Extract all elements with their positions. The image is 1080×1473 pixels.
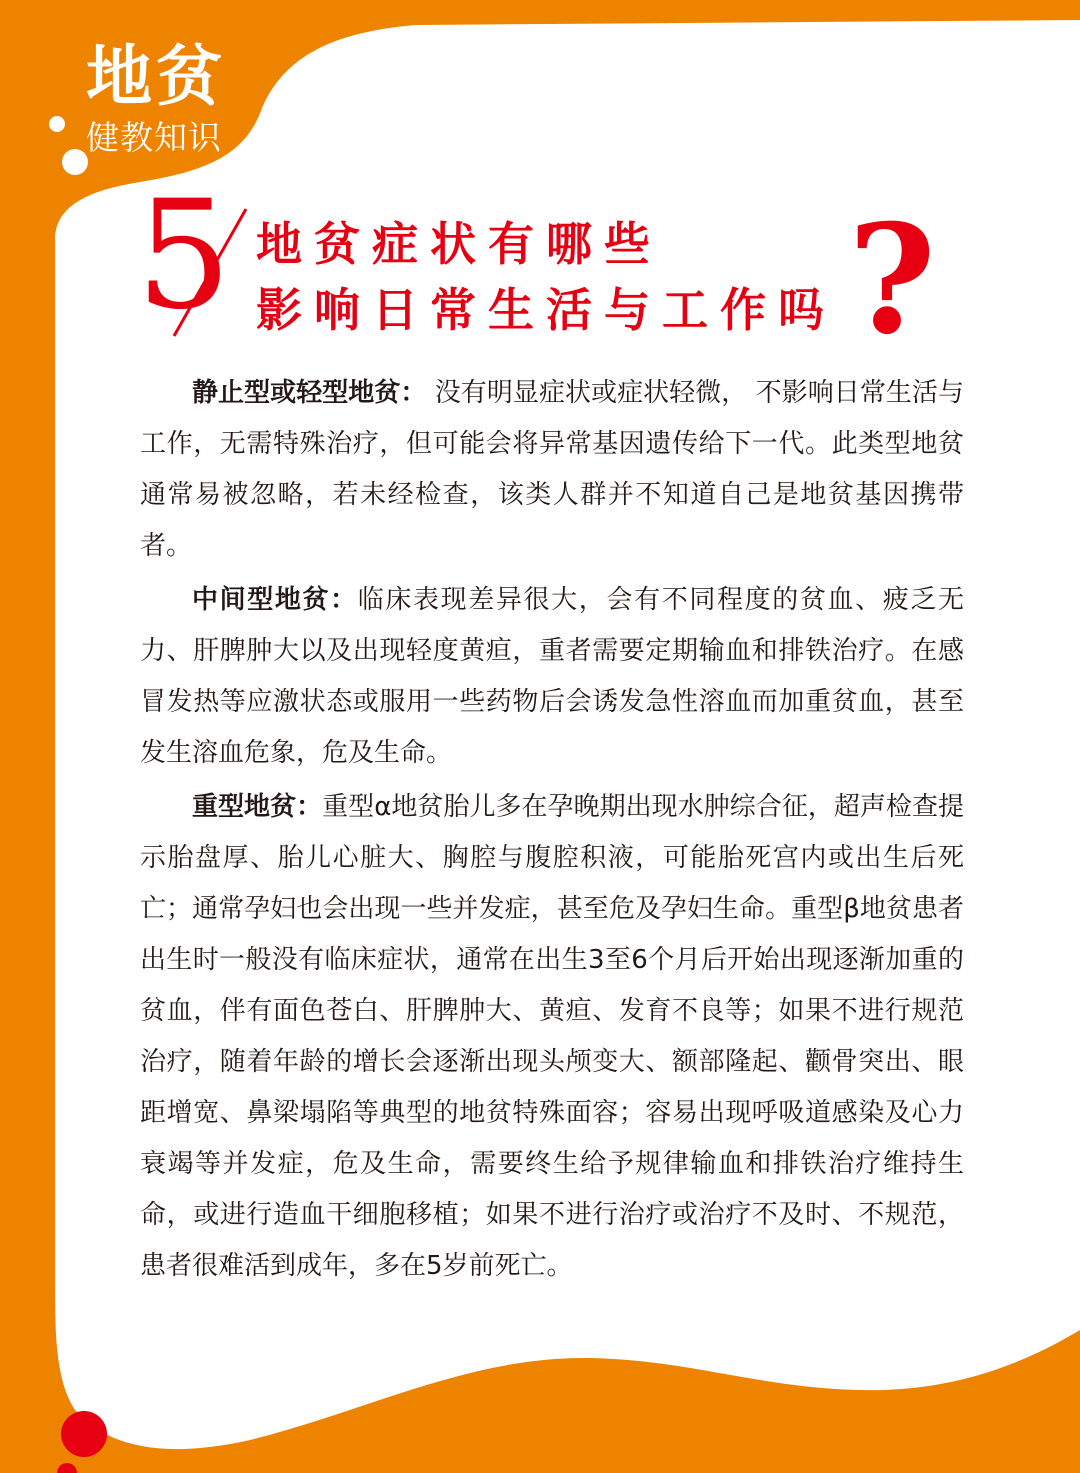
brand-subtitle: 健教知识 (86, 118, 222, 157)
white-dot-small (49, 116, 65, 132)
brand-title: 地贫 (86, 38, 226, 115)
paragraph-silent-minor-type (140, 368, 964, 572)
term-major-type: 重型地贫： (192, 792, 323, 822)
section-title-line-1: 地贫症状有哪些 (256, 217, 662, 271)
paragraph-major-type (140, 782, 964, 1292)
paragraph-text: 没有明显症状或症状轻微， 不影响日常生活与工作，无需特殊治疗，但可能会将异常基因遗传给下一代。此类型地贫通常易被忽略，若未经检查，该类人群并不知道自己是地贫基因携带者。 (140, 378, 964, 561)
body-text (140, 368, 964, 1295)
paragraph-intermediate-type (140, 575, 964, 779)
term-silent-minor-type: 静止型或轻型地贫： (192, 378, 427, 408)
section-number: 5 (136, 169, 232, 343)
white-dot-large (62, 149, 88, 175)
title-slash-icon (170, 205, 250, 340)
red-dot-large (61, 1411, 107, 1457)
paragraph-text: 临床表现差异很大，会有不同程度的贫血、疲乏无力、肝脾肿大以及出现轻度黄疸，重者需要定期输血和排铁治疗。在感冒发热等应激状态或服用一些药物后会诱发急性溶血而加重贫血，甚至发生溶血危象，危及生命。 (140, 585, 964, 768)
paragraph-text: 重型α地贫胎儿多在孕晚期出现水肿综合征，超声检查提示胎盘厚、胎儿心脏大、胸腔与腹腔积液，可能胎死宫内或出生后死亡；通常孕妇也会出现一些并发症，甚至危及孕妇生命。重型β地贫患者出生时一般没有临床症状，通常在出生3至6个月后开始出现逐渐加重的贫血，伴有面色苍白、肝脾肿大、黄疸、发育不良等；如果不进行规范治疗，随着年龄的增长会逐渐出现头颅变大、额部隆起、颧骨突出、眼距增宽、鼻梁塌陷等典型的地贫特殊面容；容易出现呼吸道感染及心力衰竭等并发症，危及生命，需要终生给予规律输血和排铁治疗维持生命，或进行造血干细胞移植；如果不进行治疗或治疗不及时、不规范，患者很难活到成年，多在5岁前死亡。 (140, 792, 964, 1281)
term-intermediate-type: 中间型地贫： (192, 585, 358, 615)
section-title-line-2: 影响日常生活与工作吗 (256, 283, 836, 337)
question-mark-icon: ? (848, 192, 936, 368)
